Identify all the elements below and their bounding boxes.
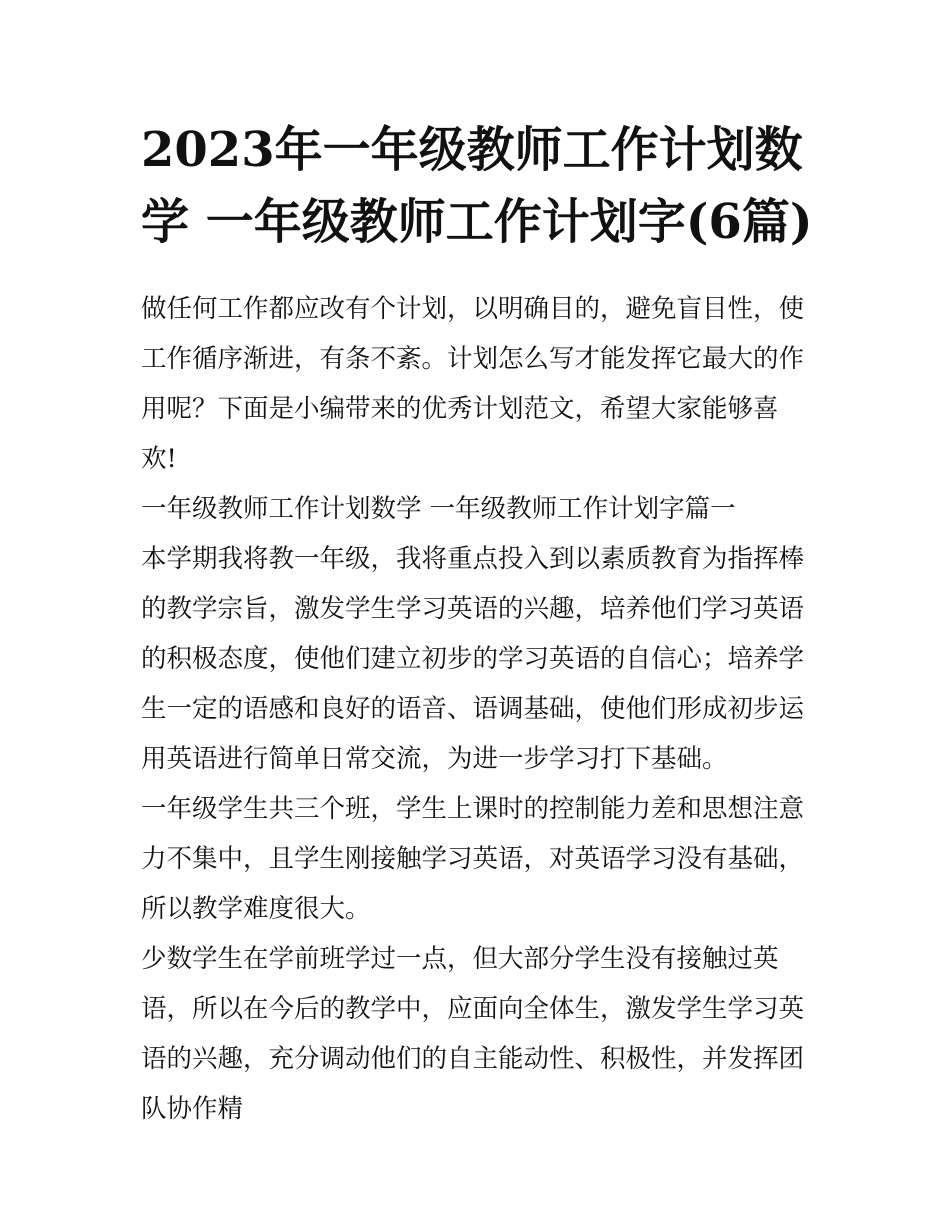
section-heading: 一年级教师工作计划数学 一年级教师工作计划字篇一 <box>141 494 736 524</box>
intro-paragraph: 做任何工作都应改有个计划，以明确目的，避免盲目性，使工作循序渐进，有条不紊。计划怎么写才能发挥它最大的作用呢？下面是小编带来的优秀计划范文，希望大家能够喜欢! <box>141 294 805 474</box>
body-paragraph: 本学期我将教一年级，我将重点投入到以素质教育为指挥棒的教学宗旨，激发学生学习英语的兴趣，培养他们学习英语的积极态度，使他们建立初步的学习英语的自信心；培养学生一定的语感和良好的语音、语调基础，使他们形成初步运用英语进行简单日常交流，为进一步学习打下基础。 <box>141 544 805 774</box>
body-paragraph: 少数学生在学前班学过一点，但大部分学生没有接触过英语，所以在今后的教学中，应面向全体生，激发学生学习英语的兴趣，充分调动他们的自主能动性、积极性，并发挥团队协作精 <box>141 944 805 1124</box>
document-body <box>141 284 813 1134</box>
document-title: 2023年一年级教师工作计划数学 一年级教师工作计划字(6篇) <box>141 122 813 250</box>
document-content <box>141 114 813 1134</box>
body-paragraph: 一年级学生共三个班，学生上课时的控制能力差和思想注意力不集中，且学生刚接触学习英语，对英语学习没有基础，所以教学难度很大。 <box>141 794 805 924</box>
